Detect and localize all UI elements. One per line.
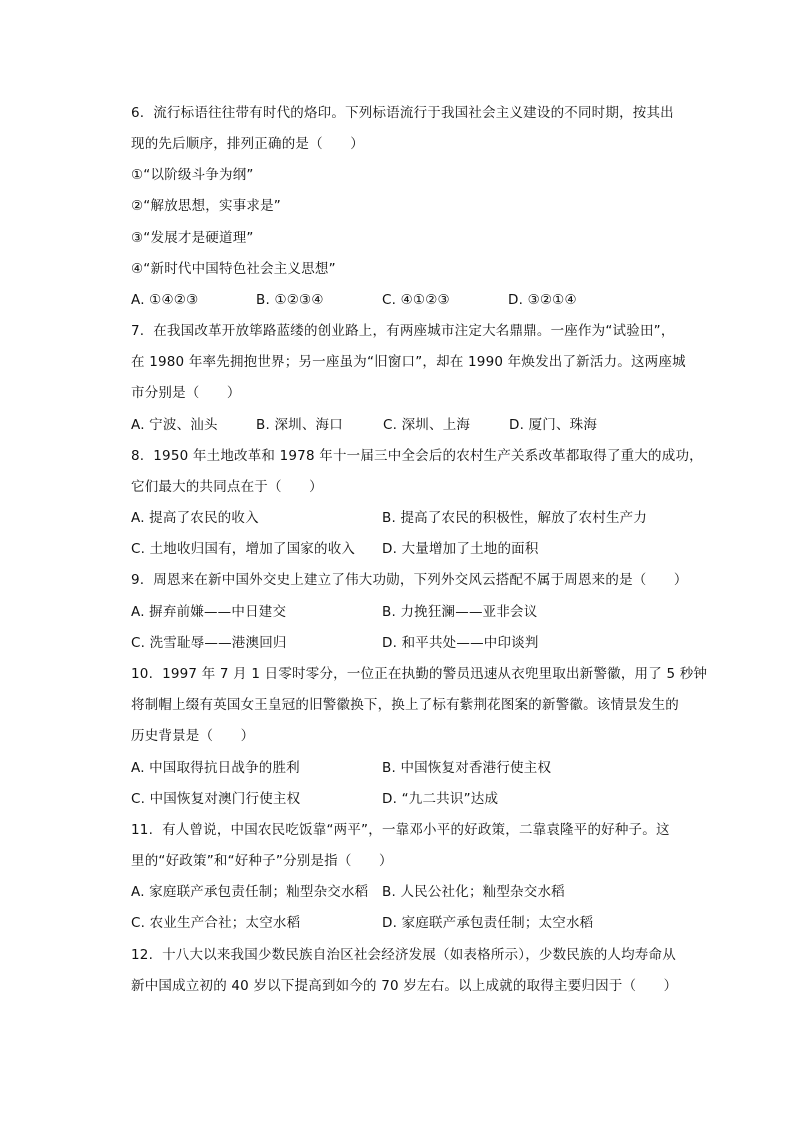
question-6-item-1: ①“以阶级斗争为纲” [131,167,254,183]
question-6-option-a: A. ①④②③ [131,292,199,308]
question-7-option-c: C. 深圳、上海 [383,417,471,433]
question-7-option-b: B. 深圳、海口 [256,417,343,433]
question-10-stem-line-3: 历史背景是（ ） [131,728,255,744]
question-6-stem-line-2: 现的先后顺序，排列正确的是（ ） [131,136,364,152]
question-9-option-d: D. 和平共处——中印谈判 [382,635,539,651]
question-8-option-b: B. 提高了农民的积极性，解放了农村生产力 [382,510,648,526]
question-7-stem-line-3: 市分别是（ ） [131,385,241,401]
question-8-stem-line-2: 它们最大的共同点在于（ ） [131,479,323,495]
question-9-option-b: B. 力挽狂澜——亚非会议 [382,604,538,620]
question-10-stem-line-2: 将制帽上缀有英国女王皇冠的旧警徽换下，换上了标有紫荆花图案的新警徽。该情景发生的 [131,697,679,713]
question-6-option-b: B. ①②③④ [256,292,324,308]
question-6-option-c: C. ④①②③ [382,292,450,308]
question-8-option-a: A. 提高了农民的收入 [131,510,259,526]
question-10-option-d: D. “九二共识”达成 [382,791,499,807]
question-9-stem-line-1: 9. 周恩来在新中国外交史上建立了伟大功勋，下列外交风云搭配不属于周恩来的是（ ） [131,572,688,588]
question-11-stem-line-2: 里的“好政策”和“好种子”分别是指（ ） [131,853,393,869]
question-7-option-a: A. 宁波、汕头 [131,417,218,433]
question-12-stem-line-1: 12. 十八大以来我国少数民族自治区社会经济发展（如表格所示），少数民族的人均寿命从 [131,947,676,963]
question-6-stem-line-1: 6. 流行标语往往带有时代的烙印。下列标语流行于我国社会主义建设的不同时期，按其出 [131,105,674,121]
question-8-stem-line-1: 8. 1950 年土地改革和 1978 年十一届三中全会后的农村生产关系改革都取得了重大的成功， [131,448,703,464]
question-9-option-c: C. 洗雪耻辱——港澳回归 [131,635,287,651]
question-10-option-b: B. 中国恢复对香港行使主权 [382,760,552,776]
question-11-option-c: C. 农业生产合社；太空水稻 [131,915,301,931]
question-9-option-a: A. 摒弃前嫌——中日建交 [131,604,287,620]
question-7-stem-line-1: 7. 在我国改革开放筚路蓝缕的创业路上，有两座城市注定大名鼎鼎。一座作为“试验田”， [131,323,675,339]
question-6-item-2: ②“解放思想，实事求是” [131,198,281,214]
question-11-option-b: B. 人民公社化；籼型杂交水稻 [382,884,565,900]
question-7-stem-line-2: 在 1980 年率先拥抱世界；另一座虽为“旧窗口”，却在 1990 年焕发出了新活力。这两座城 [131,354,686,370]
question-6-option-d: D. ③②①④ [508,292,577,308]
question-11-stem-line-1: 11. 有人曾说，中国农民吃饭靠“两平”，一靠邓小平的好政策，二靠袁隆平的好种子。这 [131,822,670,838]
question-6-item-4: ④“新时代中国特色社会主义思想” [131,261,336,277]
question-12-stem-line-2: 新中国成立初的 40 岁以下提高到如今的 70 岁左右。以上成就的取得主要归因于（ ） [131,978,678,994]
question-11-option-a: A. 家庭联产承包责任制；籼型杂交水稻 [131,884,369,900]
question-11-option-d: D. 家庭联产承包责任制；太空水稻 [382,915,594,931]
question-10-option-c: C. 中国恢复对澳门行使主权 [131,791,301,807]
question-10-stem-line-1: 10. 1997 年 7 月 1 日零时零分，一位正在执勤的警员迅速从衣兜里取出新警徽，用了 5 秒钟 [131,666,708,682]
question-7-option-d: D. 厦门、珠海 [509,417,598,433]
question-8-option-c: C. 土地收归国有，增加了国家的收入 [131,541,356,557]
question-10-option-a: A. 中国取得抗日战争的胜利 [131,760,300,776]
question-8-option-d: D. 大量增加了土地的面积 [382,541,539,557]
question-6-item-3: ③“发展才是硬道理” [131,230,254,246]
